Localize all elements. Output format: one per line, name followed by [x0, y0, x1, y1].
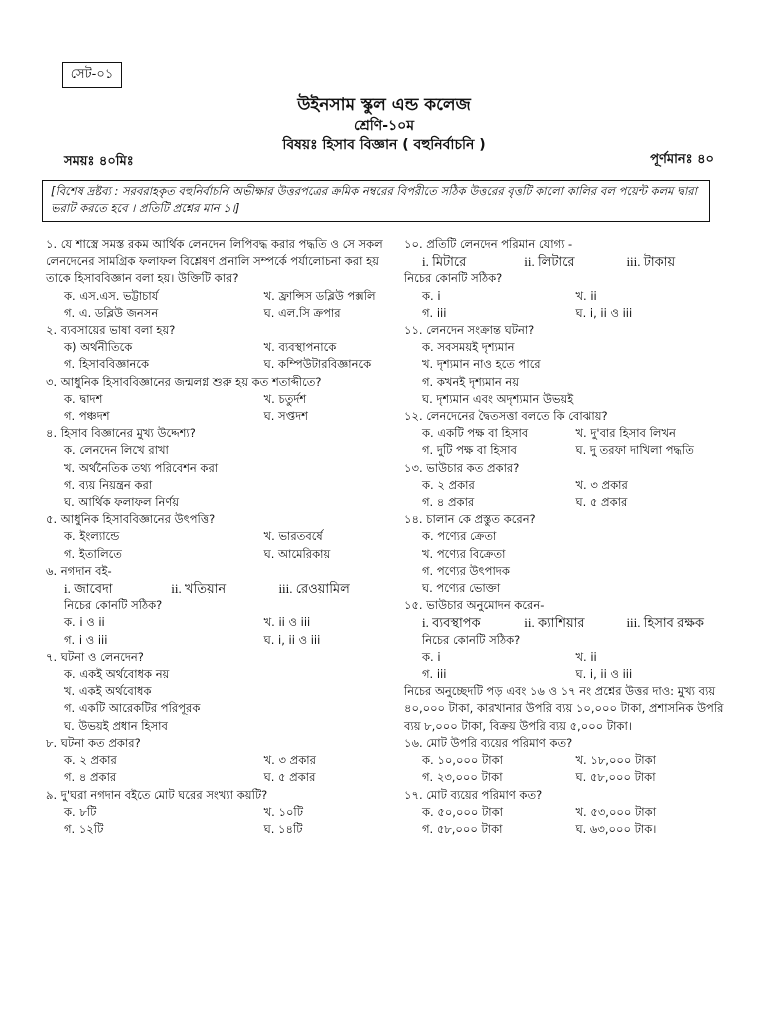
- question-7: ৭. ঘটনা ও লেনদেন?: [46, 649, 144, 664]
- statement: ii. ক্যাশিয়ার: [524, 615, 585, 631]
- question-10-options: [404, 288, 729, 322]
- option: ঘ. কম্পিউটারবিজ্ঞানকে: [263, 357, 372, 372]
- passage: নিচের অনুচ্ছেদটি পড় এবং ১৬ ও ১৭ নং প্রশ্নের উত্তর দাও: মুখ্য ব্যয় ৪০,০০০ টাকা, কারখানার উপরি ব্যয় ১০,০০০ টাকা, প্রশাসনিক উপরি ব্যয় ৮,০০০ টাকা, বিক্রয় উপরি ব্যয় ৫,০০০ টাকা।: [404, 684, 724, 733]
- option: খ. দৃশ্যমান নাও হতে পারে: [422, 357, 541, 372]
- option: ক. দ্বাদশ: [64, 391, 103, 406]
- question-5-options: [46, 528, 386, 562]
- question-4: ৪. হিসাব বিজ্ঞানের মুখ্য উদ্দেশ্য?: [46, 426, 196, 441]
- option: গ. দুটি পক্ষ বা হিসাব: [422, 443, 517, 458]
- option: ঘ. ৬৩,০০০ টাক।: [575, 821, 657, 836]
- question-5: ৫. আধুনিক হিসাববিজ্ঞানের উৎপত্তি?: [46, 512, 216, 527]
- question-15-options: [404, 649, 729, 683]
- option: ক. ইংল্যান্ডে: [64, 529, 120, 544]
- option: ঘ. উভয়ই প্রধান হিসাব: [64, 718, 168, 733]
- option: খ. চতুর্দশ: [263, 391, 307, 406]
- question-6: ৬. নগদান বই-: [46, 563, 112, 578]
- option: ঘ. ৫ প্রকার: [263, 770, 316, 785]
- school-name: উইনসাম স্কুল এন্ড কলেজ: [297, 95, 471, 115]
- option: গ. পণ্যের উৎপাদক: [422, 563, 510, 578]
- option: গ. ৫৮,০০০ টাকা: [422, 821, 503, 836]
- option: ঘ. ৫ প্রকার: [575, 495, 628, 510]
- question-12-options: [404, 425, 729, 459]
- question-1-options: [46, 288, 386, 322]
- question-15: ১৫. ভাউচার অনুমোদন করেন-: [404, 598, 545, 613]
- question-17-options: [404, 804, 729, 838]
- option: ঘ. সপ্তদশ: [263, 409, 308, 424]
- option: খ. ভারতবর্ষে: [263, 529, 323, 544]
- option: ঘ. দৃশ্যমান এবং অদৃশ্যমান উভয়ই: [422, 391, 574, 406]
- option: গ. ২৩,০০০ টাকা: [422, 770, 503, 785]
- option: ঘ. ১৪টি: [263, 821, 303, 836]
- option: খ. ৩ প্রকার: [263, 753, 316, 768]
- option: ক. i: [422, 649, 441, 664]
- option: ঘ. ৫৮,০০০ টাকা: [575, 770, 656, 785]
- left-column: [46, 236, 386, 838]
- question-8-options: [46, 752, 386, 786]
- option: গ. ১২টি: [64, 821, 104, 836]
- option: ক. একই অর্থবোধক নয়: [64, 667, 170, 682]
- question-2: ২. ব্যবসায়ের ভাষা বলা হয়?: [46, 323, 176, 338]
- statement: i. ব্যবস্থাপক: [422, 615, 481, 631]
- option: ক. ৮টি: [64, 804, 97, 819]
- option: ক. এস.এস. ভট্টাচার্য: [64, 288, 159, 303]
- question-9: ৯. দু'ঘরা নগদান বইতে মোট ঘরের সংখ্যা কয়টি?: [46, 787, 268, 802]
- question-10: ১০. প্রতিটি লেনদেন পরিমান যোগ্য -: [404, 237, 573, 251]
- question-17: ১৭. মোট ব্যয়ের পরিমাণ কত?: [404, 787, 543, 802]
- option: খ. দু'বার হিসাব লিখন: [575, 426, 676, 441]
- option: খ. ii ও iii: [263, 615, 311, 630]
- set-label: সেট-০১: [62, 62, 122, 88]
- question-13-options: [404, 477, 729, 511]
- option: খ. একই অর্থবোধক: [64, 684, 152, 699]
- question-10-prompt: নিচের কোনটি সঠিক?: [404, 271, 503, 286]
- subject-line: বিষয়ঃ হিসাব বিজ্ঞান ( বহুনির্বাচনি ): [282, 137, 486, 153]
- option: ঘ. পণ্যের ভোক্তা: [422, 581, 501, 596]
- option: ঘ. i, ii ও iii: [575, 667, 633, 682]
- question-6-statements: [46, 580, 386, 597]
- option: গ. ইতালিতে: [64, 546, 122, 561]
- statement: ii. লিটারে: [524, 254, 575, 270]
- statement: ii. খতিয়ান: [171, 581, 227, 597]
- exam-time: সময়ঃ ৪০মিঃ: [64, 154, 134, 169]
- option: ক. ১০,০০০ টাকা: [422, 753, 504, 768]
- option: ঘ. দু তরফা দাখিলা পদ্ধতি: [575, 443, 694, 458]
- option: ক) অর্থনীতিকে: [64, 340, 133, 355]
- option: ক. ৫০,০০০ টাকা: [422, 804, 504, 819]
- option: ক. সবসময়ই দৃশ্যমান: [422, 340, 515, 355]
- statement: i. মিটারে: [422, 254, 467, 270]
- option: ক. i: [422, 288, 441, 303]
- option: গ. iii: [422, 305, 447, 320]
- question-15-prompt: [404, 632, 729, 649]
- option: গ. পঞ্চদশ: [64, 409, 110, 424]
- question-6-options: [46, 614, 386, 648]
- full-marks: পূর্ণমানঃ ৪০: [650, 152, 714, 167]
- question-9-options: [46, 804, 386, 838]
- option: গ. i ও iii: [64, 632, 108, 647]
- option: খ. ব্যবস্থাপনাকে: [263, 340, 337, 355]
- question-2-options: [46, 339, 386, 373]
- question-11: ১১. লেনদেন সংক্রান্ত ঘটনা?: [404, 323, 535, 338]
- option: ঘ. i, ii ও iii: [575, 305, 633, 320]
- option: গ. এ. ডব্লিউ জনসন: [64, 305, 159, 320]
- option: খ. ii: [575, 288, 597, 303]
- option: ক. ২ প্রকার: [64, 753, 117, 768]
- option: খ. ii: [575, 649, 597, 664]
- option: খ. অর্থনৈতিক তথ্য পরিবেশন করা: [64, 460, 219, 475]
- question-3: ৩. আধুনিক হিসাববিজ্ঞানের জন্মলগ্ন শুরু হয় কত শতাব্দীতে?: [46, 374, 322, 389]
- option: খ. ১০টি: [263, 804, 303, 819]
- statement: iii. রেওয়ামিল: [278, 581, 350, 597]
- option: ঘ. i, ii ও iii: [263, 632, 321, 647]
- option: খ. ১৮,০০০ টাকা: [575, 753, 657, 768]
- option: গ. iii: [422, 667, 447, 682]
- option: গ. ৪ প্রকার: [422, 495, 475, 510]
- question-7-options: [46, 666, 386, 735]
- option: গ. ব্যয় নিয়ন্ত্রন করা: [64, 477, 153, 492]
- option: খ. ৩ প্রকার: [575, 477, 628, 492]
- question-11-options: [404, 339, 729, 408]
- statement: iii. টাকায়: [626, 254, 676, 270]
- option: ঘ. আর্থিক ফলাফল নির্ণয়: [64, 495, 180, 510]
- option: ক. i ও ii: [64, 615, 105, 630]
- option: খ. ৫৩,০০০ টাকা: [575, 804, 657, 819]
- option: গ. একটি আরেকটির পরিপূরক: [64, 701, 201, 716]
- prompt: নিচের কোনটি সঠিক?: [422, 632, 521, 647]
- option: ক. লেনদেন লিখে রাখা: [64, 443, 169, 458]
- class-line: শ্রেণি-১০ম: [353, 118, 415, 134]
- question-15-statements: [404, 614, 729, 631]
- option: গ. হিসাববিজ্ঞানকে: [64, 357, 150, 372]
- option: গ. ৪ প্রকার: [64, 770, 117, 785]
- option: খ. ফ্রান্সিস ডব্লিউ পক্সলি: [263, 288, 376, 303]
- question-14: ১৪. চালান কে প্রস্তুত করেন?: [404, 512, 536, 527]
- instructions-box: [বিশেষ দ্রষ্টব্য : সরবরাহকৃত বহুনির্বাচনি অভীক্ষার উত্তরপত্রের ক্রমিক নম্বরের বিপরীতে সঠিক উত্তরের বৃত্তটি কালো কালির বল পয়েন্ট কলম দ্বারা ভরাট করতে হবে । প্রতিটি প্রশ্নের মান ১।]: [42, 180, 710, 222]
- question-12: ১২. লেনদেনের দ্বৈতসত্তা বলতে কি বোঝায়?: [404, 409, 608, 424]
- option: ক. একটি পক্ষ বা হিসাব: [422, 426, 529, 441]
- question-10-statements: [404, 253, 729, 270]
- option: খ. পণ্যের বিক্রেতা: [422, 546, 506, 561]
- question-13: ১৩. ভাউচার কত প্রকার?: [404, 460, 520, 475]
- question-1: ১. যে শাস্ত্রে সমস্ত রকম আর্থিক লেনদেন লিপিবদ্ধ করার পদ্ধতি ও সে সকল লেনদেনের সামগ্রিক ফলাফল বিশ্লেষণ প্রনালি সম্পর্কে পর্যালোচনা করা হয় তাকে হিসাববিজ্ঞান বলা হয়। উক্তিটি কার?: [46, 237, 383, 286]
- question-6-prompt: [46, 597, 386, 614]
- option: ক. ২ প্রকার: [422, 477, 475, 492]
- option: ঘ. আমেরিকায়: [263, 546, 331, 561]
- option: গ. কখনই দৃশ্যমান নয়: [422, 374, 520, 389]
- question-3-options: [46, 391, 386, 425]
- prompt: নিচের কোনটি সঠিক?: [64, 598, 163, 613]
- option: ঘ. এল.সি ক্রপার: [263, 305, 341, 320]
- option: ক. পণ্যের ক্রেতা: [422, 529, 497, 544]
- question-16: ১৬. মোট উপরি ব্যয়ের পরিমাণ কত?: [404, 735, 573, 750]
- right-column: [404, 236, 729, 838]
- question-4-options: [46, 442, 386, 511]
- question-14-options: [404, 528, 729, 597]
- statement: i. জাবেদা: [64, 581, 113, 597]
- question-16-options: [404, 752, 729, 786]
- statement: iii. হিসাব রক্ষক: [626, 615, 704, 631]
- question-8: ৮. ঘটনা কত প্রকার?: [46, 735, 141, 750]
